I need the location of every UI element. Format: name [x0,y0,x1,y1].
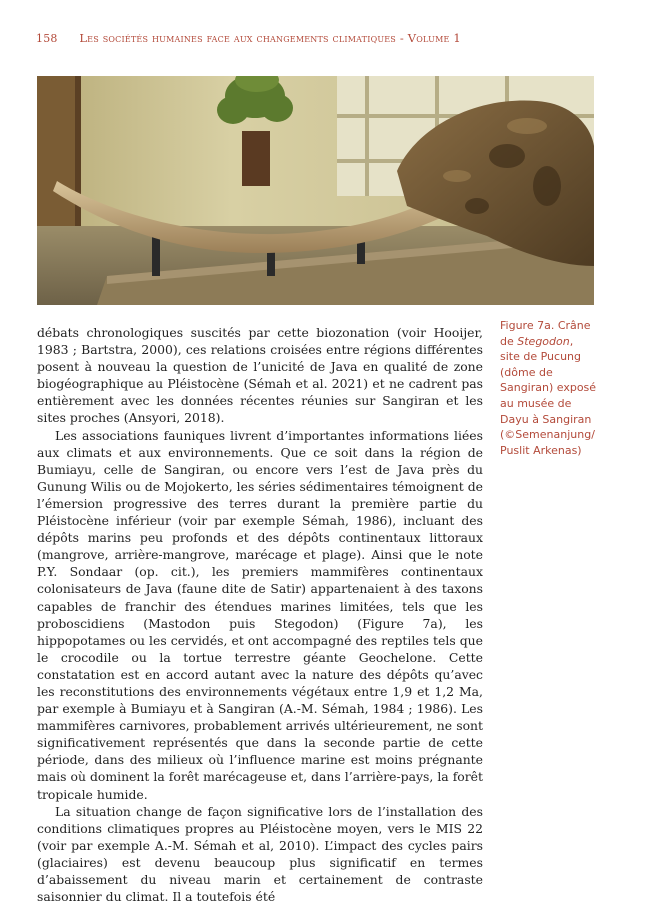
paragraph: débats chronologiques suscités par cette biozonation (voir Hooijer, 1983 ; Bartstra, 2000), ces relations croisées entre régions différentes posent à nouveau la question de l’unicité de Java en qualité de zone biogéographique au Pléistocène (Sémah et al. 2021) et ne cadrent pas entièrement avec les données récentes réunies sur Sangiran et les sites proches (Ansyori, 2018). [37,325,483,426]
caption-line: (dôme de [500,365,553,379]
running-header [36,31,596,45]
running-title: Les sociétés humaines face aux changements climatiques - Volume 1 [79,31,461,45]
paragraph: Les associations fauniques livrent d’importantes informations liées aux climats et aux environnements. Que ce soit dans la région de Bumiayu, celle de Sangiran, ou encore vers l’est de Java près du Gunung Wilis ou de Mojokerto, les séries sédimentaires témoignent de l’émersion progressive des terres durant la première partie du Pléistocène inférieur (voir par exemple Sémah, 1986), incluant des dépôts marins peu profonds et des dépôts continentaux littoraux (mangrove, arrière-mangrove, marécage et plage). Ainsi que le note P.Y. Sondaar (op. cit.), les premiers mammifères continentaux colonisateurs de Java (faune dite de Satir) appartenaient à des taxons capables de franchir des étendues marines limitées, tels que les proboscidiens (Mastodon puis Stegodon) (Figure 7a), les hippopotames ou les cervidés, et ont accompagné des reptiles tels que le crocodile ou la tortue terrestre géante Geochelone. Cette constatation est en accord autant avec la nature des dépôts qu’avec les reconstitutions des environnements végétaux entre 1,9 et 1,2 Ma, par exemple à Bumiayu et à Sangiran (A.-M. Sémah, 1984 ; 1986). Les mammifères carnivores, probablement arrivés ultérieurement, ne sont significativement représentés que dans la seconde partie de cette période, dans des milieux où l’influence marine est moins prégnante mais où dominent la forêt marécageuse et, dans l’arrière-pays, la forêt tropicale humide. [37,427,483,802]
caption-line: Sangiran) exposé [500,381,597,395]
caption-line: Figure 7a. Crâne [500,319,591,332]
caption-italic-taxon: Stegodon [517,334,570,348]
paragraph: La situation change de façon significative lors de l’installation des conditions climatiques propres au Pléistocène moyen, vers le MIS 22 (voir par exemple A.-M. Sémah et al, 2010). L’impact des cycles pairs (glaciaires) est devenu beaucoup plus significatif en termes d’abaissement du niveau marin et certainement de contraste saisonnier du climat. Il a toutefois été [37,803,483,905]
caption-line-suffix: , [569,334,574,348]
caption-line: Dayu à Sangiran [500,412,592,426]
caption-line: au musée de [500,396,572,410]
page-number: 158 [36,32,58,45]
body-text [37,324,483,905]
stegodon-skull-photo [37,76,594,305]
figure-caption [500,318,600,458]
caption-line-prefix: de [500,334,518,348]
caption-line: Puslit Arkenas) [500,443,582,457]
photo-illustration [37,76,594,305]
caption-line: (©Semenanjung/ [500,428,595,442]
caption-line [500,334,600,350]
caption-line: site de Pucung [500,350,581,364]
